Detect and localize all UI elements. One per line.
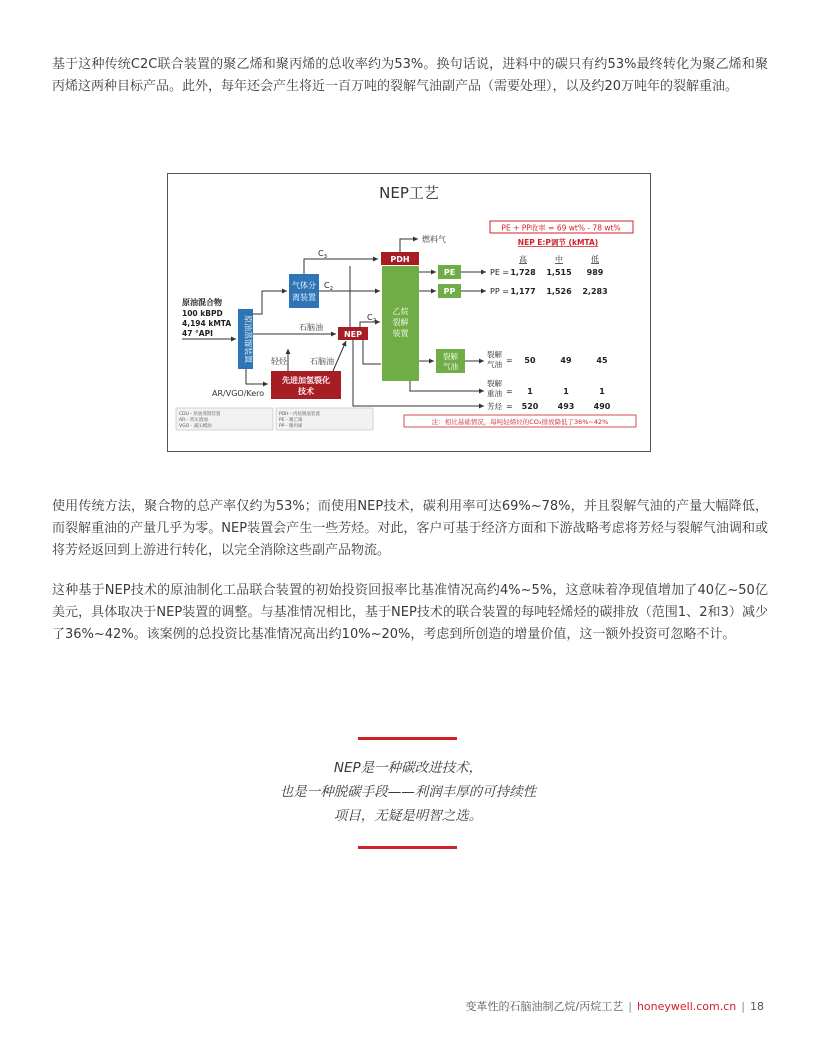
cdu-label: 原油蒸馏装置 xyxy=(243,315,253,363)
legend-right-2: PE - 聚乙烯 xyxy=(279,418,303,423)
legend-left-3: VGO - 减压蜡油 xyxy=(179,424,212,429)
footnote: 注：相比基础情况，每吨轻烯烃的CO₂排放降低了36%~42% xyxy=(431,418,609,426)
legend-left-2: AR - 常压渣油 xyxy=(179,418,208,423)
heavy-row-l1: 裂解 xyxy=(487,379,502,388)
col-low: 低 xyxy=(591,255,599,264)
heavy-row-l2: 重油 xyxy=(487,389,502,398)
nep-pygas-line xyxy=(363,340,381,364)
arom-value-high: 520 xyxy=(521,402,539,411)
pp-box-label: PP xyxy=(443,287,456,296)
cracker-l1: 乙烷 xyxy=(392,307,409,316)
pp-row-label: PP = xyxy=(490,287,509,296)
quote-rule-bottom xyxy=(358,846,457,849)
gas-sep-l2: 离装置 xyxy=(292,293,316,302)
page-number: 18 xyxy=(750,1000,764,1013)
nep-process-svg xyxy=(168,174,650,451)
pe-row-label: PE = xyxy=(490,268,510,277)
gas-separation-box xyxy=(289,274,319,308)
diagram-title: NEP工艺 xyxy=(379,184,439,202)
nep-c2-line xyxy=(360,322,380,327)
fuel-gas-label: 燃料气 xyxy=(422,235,446,244)
ep-ratio-label: NEP E:P调节 (kMTA) xyxy=(517,238,599,247)
pygas-value-high: 50 xyxy=(524,356,536,365)
arom-value-low: 490 xyxy=(593,402,611,411)
pe-value-high: 1,728 xyxy=(510,268,536,277)
footer-separator-2: | xyxy=(741,1000,745,1013)
quote-line-2: 也是一种脱碳手段——利润丰厚的可持续性 xyxy=(279,784,537,800)
ar-vgo-line xyxy=(246,369,268,384)
cracker-l2: 裂解 xyxy=(392,318,409,327)
hydrocracker-l2: 技术 xyxy=(298,387,314,396)
nep-process-diagram xyxy=(167,173,651,452)
nep-label: NEP xyxy=(343,330,363,339)
pe-box-label: PE xyxy=(443,268,456,277)
pp-value-high: 1,177 xyxy=(510,287,536,296)
naphtha-top-label: 石脑油 xyxy=(299,323,323,332)
c2-label: $C_2$ xyxy=(324,281,334,292)
fuel-gas-line xyxy=(400,239,418,252)
arom-row-label: 芳烃 xyxy=(487,402,502,411)
arom-eq: = xyxy=(506,402,513,411)
paragraph-carbon-yield: 基于这种传统C2C联合装置的聚乙烯和聚丙烯的总收率约为53%。换句话说，进料中的碳只有约53%最终转化为聚乙烯和聚丙烯这两种目标产品。此外，每年还会产生将近一百万吨的裂解气油副产品（需要处理），以及约20万吨年的裂解重油。 xyxy=(52,57,768,94)
heavy-eq: = xyxy=(506,387,513,396)
feed-title: 原油混合物 xyxy=(182,298,222,307)
pygas-box-l2: 气油 xyxy=(443,362,458,371)
footer-separator: | xyxy=(628,1000,632,1013)
yield-note: PE + PP收率 = 69 wt% - 78 wt% xyxy=(501,223,621,233)
pygas-row-l2: 气油 xyxy=(487,360,502,369)
cdu-to-gassep-line xyxy=(253,291,287,314)
light-hc-label: 轻烃 xyxy=(271,357,287,366)
gas-sep-l1: 气体分 xyxy=(292,281,316,290)
legend-right-3: PP - 聚丙烯 xyxy=(279,424,303,429)
quote-rule-top xyxy=(358,737,457,740)
pygas-row-l1: 裂解 xyxy=(487,350,502,359)
paragraph-roi-emissions: 这种基于NEP技术的原油制化工品联合装置的初始投资回报率比基准情况高约4%~5%，这意味着净现值增加了40亿~50亿美元，具体取决于NEP装置的调整。与基准情况相比，基于NEP技术的联合装置的每吨轻烯烃的碳排放（范围1、2和3）减少了36%~42%。该案例的总投资比基准情况高出约10%~20%，考虑到所创造的增量价值，这一额外投资可忽略不计。 xyxy=(52,583,768,642)
feed-rate: 100 kBPD xyxy=(182,309,223,318)
footer-title: 变革性的石脑油制乙烷/丙烷工艺 xyxy=(465,1000,624,1013)
pe-value-mid: 1,515 xyxy=(546,268,572,277)
legend-left-1: CDU - 原油蒸馏装置 xyxy=(179,412,221,417)
pygas-box-l1: 裂解 xyxy=(443,352,458,361)
col-high: 高 xyxy=(519,255,527,264)
c3-label: $C_3$ xyxy=(318,249,328,260)
pygas-value-mid: 49 xyxy=(560,356,572,365)
pdh-label: PDH xyxy=(390,255,410,264)
pygas-value-low: 45 xyxy=(596,356,608,365)
page-footer xyxy=(466,998,765,1014)
cracker-l3: 装置 xyxy=(392,329,409,338)
heavy-value-low: 1 xyxy=(599,387,605,396)
hydrocracker-l1: 先进加氢裂化 xyxy=(282,376,330,385)
pe-value-low: 989 xyxy=(586,268,604,277)
feed-mass: 4,194 kMTA xyxy=(182,319,232,328)
heavy-value-high: 1 xyxy=(527,387,533,396)
c3-line xyxy=(304,259,378,274)
ar-vgo-label: AR/VGO/Kero xyxy=(212,389,265,398)
naphtha-low-line xyxy=(333,341,346,371)
paragraph-nep-yield: 使用传统方法，聚合物的总产率仅约为53%；而使用NEP技术，碳利用率可达69%~78%，并且裂解气油的产量大幅降低，而裂解重油的产量几乎为零。NEP装置会产生一些芳烃。对此，客户可基于经济方面和下游战略考虑将芳烃与裂解气油调和或将芳烃返回到上游进行转化，以完全消除这些副产品物流。 xyxy=(52,499,768,558)
quote-line-3: 项目，无疑是明智之选。 xyxy=(333,808,483,824)
arom-value-mid: 493 xyxy=(557,402,575,411)
heavy-value-mid: 1 xyxy=(563,387,569,396)
footer-website-link[interactable]: honeywell.com.cn xyxy=(636,1000,737,1013)
quote-line-1: NEP是一种碳改进技术， xyxy=(333,760,483,776)
to-heavy-arrow xyxy=(410,381,484,391)
pygas-eq: = xyxy=(506,356,513,365)
c2b-label: $C_2$ xyxy=(367,313,377,324)
naphtha-low-label: 石脑油 xyxy=(310,357,334,366)
col-mid: 中 xyxy=(555,255,563,264)
pp-value-mid: 1,526 xyxy=(546,287,572,296)
feed-api: 47 °API xyxy=(182,329,213,338)
pp-value-low: 2,283 xyxy=(582,287,608,296)
legend-right-1: PDH - 丙烷脱氢装置 xyxy=(279,412,321,417)
